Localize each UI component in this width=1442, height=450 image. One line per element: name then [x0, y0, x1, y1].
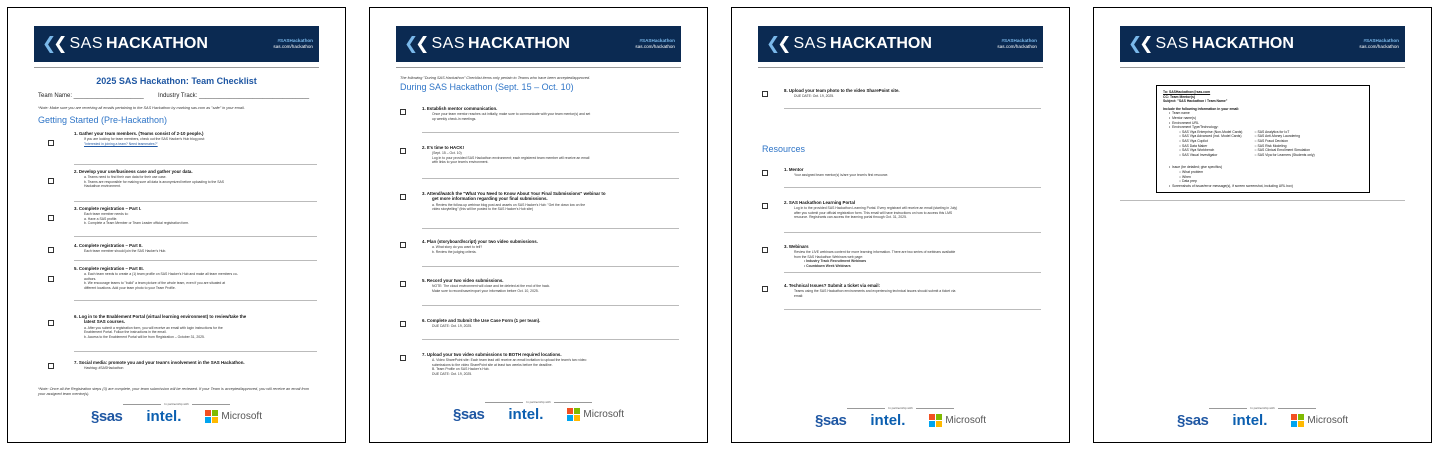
checkbox[interactable] — [48, 320, 54, 326]
microsoft-grid-icon — [1291, 414, 1304, 427]
chevron-icon: ❮❮ — [42, 34, 65, 54]
checkbox[interactable] — [762, 203, 768, 209]
page-title: 2025 SAS Hackathon: Team Checklist — [96, 76, 257, 86]
checkbox[interactable] — [48, 215, 54, 221]
checkbox[interactable] — [762, 247, 768, 253]
microsoft-logo: Microsoft — [929, 414, 986, 427]
checkbox[interactable] — [400, 242, 406, 248]
intel-logo: intel. — [508, 406, 544, 423]
email-template-box: To: SASHackathon@sas.com CC: Team Mentor(s) Subject: "SAS Hackathon / Team Name" Include the following information in your email: • Team name • Mentor name(s) • Environment URL • Environment Type/Technology: ○ SAS Viya Enterprise (Non-Model Cards) ○ SAS Viya Advanced (incl. Model Cards) ○ SAS Viya Copilot ○ SAS Data Maker ○ SAS Viya Workbench ○ SAS Visual Investigator ○ SAS Analytics for IoT ○ SAS Anti-Money Laundering ○ SAS Fraud Decision ○ SAS Risk Modeling ○ SAS Clinical Enrollment Simulation ○ SAS Viya for Learners (Students only) • Issue (be detailed; give specifics) ○ What problem ○ When ○ Data prep • Screenshots of issue/error message(s), if screen screenshot, including URL box) — [1156, 85, 1370, 193]
hackathon-banner — [34, 26, 319, 62]
team-name-field: Team Name: _____________________ — [38, 93, 144, 99]
checkbox[interactable] — [48, 276, 54, 282]
microsoft-logo: Microsoft — [205, 410, 262, 423]
checkbox[interactable] — [400, 321, 406, 327]
section-heading: During SAS Hackathon (Sept. 15 – Oct. 10) — [400, 82, 574, 92]
intel-logo: intel. — [146, 408, 182, 425]
email-to[interactable]: To: SASHackathon@sas.com — [1163, 90, 1211, 94]
industry-track-field: Industry Track: _________________________________ — [158, 93, 310, 99]
sas-hackathon-logo: ❮❮ SAS HACKATHON — [404, 34, 570, 54]
checkbox[interactable] — [762, 286, 768, 292]
hackathon-banner — [396, 26, 681, 62]
microsoft-logo: Microsoft — [1291, 414, 1348, 427]
sas-logo: §sas — [815, 412, 847, 429]
banner-tagline: #SASHackathon sas.com/hackathon — [997, 38, 1037, 49]
intro-note: The following "During SAS Hackathon" Checklist items only pertain to Teams who have been accepted/approved. — [400, 76, 591, 80]
sas-logo: §sas — [453, 406, 485, 423]
divider — [34, 67, 319, 68]
intel-logo: intel. — [1232, 412, 1268, 429]
footnote: *Note: Once all the Registration steps (3) are complete, your team submission will be reviewed. If your Team is accepted/approved, you will receive an email from your assigned team mentor(s). — [38, 387, 310, 396]
email-cc: CC: Team Mentor(s) — [1163, 94, 1195, 99]
hackathon-banner — [1120, 26, 1405, 62]
microsoft-grid-icon — [929, 414, 942, 427]
checkbox[interactable] — [762, 91, 768, 97]
page-1: ❮❮ SAS HACKATHON #SASHackathon sas.com/hackathon 2025 SAS Hackathon: Team Checklist Team Name: _____________________ Industry Track: _________________________________ *Note: Make sure you are receiving all emails pertaining to the SAS Hackathon by marking sas.com as "safe" in your email. Getting Started (Pre-Hackathon) 1. Gather your team members. (Teams consist of 2-10 people.) If you are looking for team members, check out the SAS Hacker's Hub blog post: "Interested in joining a team? Need teammates?" 2. Develop your use/business case and gather your data. a. Teams need to find their own data for their use case. b. Teams are responsible for making sure all data is anonymized before uploading to the SAS Hackathon environment. 3. Complete registration – Part I. Each team member needs to: a. Have a SAS profile. b. Complete a Team Member or Team Leader official registration form. 4. Complete registration – Part II. Each team member should join the SAS Hacker's Hub. 5. Complete registration – Part III. a. Each team needs to create a (1) team profile on SAS Hacker's Hub and make all team members co- authors. b. We encourage teams to "build" a team picture of the whole team, even if you are situated at different locations. Add your team photo to your Team Profile. 6. Log in to the Enablement Portal (virtual learning environment) to review/take the latest SAS courses. a. After you submit a registration form, you will receive an email with login instructions for the Enablement Portal. Follow the instructions in the email. b. Access to the Enablement Portal will be from Registration – October 31, 2025. 7. Social media: promote you and your team's involvement in the SAS Hackathon. Hashtag: #SASHackathon *Note: Once all the Registration steps (3) are complete, your team submission will be reviewed. If your Team is accepted/approved, you will receive an email from your assigned team mentor(s). In partnership with §sas intel. Microsoft — [7, 7, 346, 443]
banner-tagline: #SASHackathon sas.com/hackathon — [1359, 38, 1399, 49]
sas-hackathon-logo: ❮❮ SAS HACKATHON — [766, 34, 932, 54]
checkbox[interactable] — [48, 178, 54, 184]
microsoft-grid-icon — [205, 410, 218, 423]
chevron-icon: ❮❮ — [404, 34, 427, 54]
email-subject: Subject: "SAS Hackathon / Team Name" — [1163, 99, 1228, 104]
checkbox[interactable] — [48, 363, 54, 369]
checkbox[interactable] — [400, 194, 406, 200]
section-heading: Resources — [762, 144, 806, 154]
page-2: ❮❮ SAS HACKATHON #SASHackathon sas.com/hackathon The following "During SAS Hackathon" Checklist items only pertain to Teams who have been accepted/approved. During SAS Hackathon (Sept. 15 – Oct. 10) 1. Establish mentor communication. Once your team mentor reaches out initially, make sure to communicate with your team mentor(s) and set up weekly check-in meetings. 2. It's time to HACK! (Sept. 15 – Oct. 10) Log in to your provided SAS Hackathon environment; each registered team member will receive an email with links to your team's environment. 3. Attend/watch the "What You Need to Know About Your Final Submissions" webinar to get more information regarding your final submissions. a. Review the follow-up webinar blog post and assets on SAS Hacker's Hub: "Get the down low on the video storytelling" (this will be posted to the SAS Hacker's Hub site) 4. Plan (storyboard/script) your two video submissions. a. What story do you want to tell? b. Review the judging criteria. 5. Record your two video submissions. NOTE: The cloud environment will close and be deleted at the end of the hack. Make sure to record/save/export your information before Oct. 10, 2025. 6. Complete and Submit the Use Case Form (1 per team). DUE DATE: Oct. 19, 2025. 7. Upload your two video submissions to BOTH required locations. A. Video SharePoint site: Each team lead will receive an email invitation to upload the team's two video submissions to the video SharePoint site at least two weeks before the deadline. B. Team Profile on SAS Hacker's Hub. DUE DATE: Oct. 19, 2025. In partnership with §sas intel. Microsoft — [369, 7, 708, 443]
checkbox[interactable] — [48, 247, 54, 253]
checklist-item: 1. Gather your team members. (Teams consist of 2-10 people.) If you are looking for team members, check out the SAS Hacker's Hub blog post: "Interested in joining a team? Need teammates?" — [8, 131, 345, 161]
email-include: Include the following information in your email: — [1163, 106, 1240, 111]
note: *Note: Make sure you are receiving all emails pertaining to the SAS Hackathon by marking sas.com as "safe" in your email. — [38, 106, 245, 110]
chevron-icon: ❮❮ — [1128, 34, 1151, 54]
checkbox[interactable] — [48, 140, 54, 146]
sas-hackathon-logo: ❮❮ SAS HACKATHON — [1128, 34, 1294, 54]
intel-logo: intel. — [870, 412, 906, 429]
banner-tagline: #SASHackathon sas.com/hackathon — [273, 38, 313, 49]
chevron-icon: ❮❮ — [766, 34, 789, 54]
page-3: ❮❮ SAS HACKATHON #SASHackathon sas.com/hackathon 8. Upload your team photo to the video SharePoint site. DUE DATE: Oct. 19, 2025. Resources 1. Mentor Your assigned team mentor(s) is/are your team's first resource. 2. SAS Hackathon Learning Portal Log in to the provided SAS Hackathon Learning Portal. Every registrant will receive an email (starting in July) after you submit your official registration form. This email will have instructions on how to access this LMS resource. Registrants can access the learning portal through Oct. 31, 2025. 3. Webinars Review the LIVE webinars content for more learning information. There are two series of webinars available from the SAS Hackathon Webinars web page: • Industry Track Recruitment Webinars • Countdown Week Webinars 4. Technical Issues? Submit a ticket via email: Teams using the SAS Hackathon environments and experiencing technical issues should submit a ticket via email: In partnership with §sas intel. Microsoft — [731, 7, 1070, 443]
checkbox[interactable] — [762, 170, 768, 176]
microsoft-logo: Microsoft — [567, 408, 624, 421]
checkbox[interactable] — [400, 281, 406, 287]
sas-logo: §sas — [1177, 412, 1209, 429]
microsoft-grid-icon — [567, 408, 580, 421]
checkbox[interactable] — [400, 148, 406, 154]
checkbox[interactable] — [400, 355, 406, 361]
hackathon-banner — [758, 26, 1043, 62]
page-4: ❮❮ SAS HACKATHON #SASHackathon sas.com/hackathon To: SASHackathon@sas.com CC: Team Mentor(s) Subject: "SAS Hackathon / Team Name" Include the following information in your email: • Team name • Mentor name(s) • Environment URL • Environment Type/Technology: ○ SAS Viya Enterprise (Non-Model Cards) ○ SAS Viya Advanced (incl. Model Cards) ○ SAS Viya Copilot ○ SAS Data Maker ○ SAS Viya Workbench ○ SAS Visual Investigator ○ SAS Analytics for IoT ○ SAS Anti-Money Laundering ○ SAS Fraud Decision ○ SAS Risk Modeling ○ SAS Clinical Enrollment Simulation ○ SAS Viya for Learners (Students only) • Issue (be detailed; give specifics) ○ What problem ○ When ○ Data prep • Screenshots of issue/error message(s), if screen screenshot, including URL box) In partnership with §sas intel. Microsoft — [1093, 7, 1432, 443]
banner-tagline: #SASHackathon sas.com/hackathon — [635, 38, 675, 49]
checkbox[interactable] — [400, 109, 406, 115]
sas-logo: §sas — [91, 408, 123, 425]
sas-hackathon-logo: ❮❮ SAS HACKATHON — [42, 34, 208, 54]
section-heading: Getting Started (Pre-Hackathon) — [38, 115, 168, 125]
